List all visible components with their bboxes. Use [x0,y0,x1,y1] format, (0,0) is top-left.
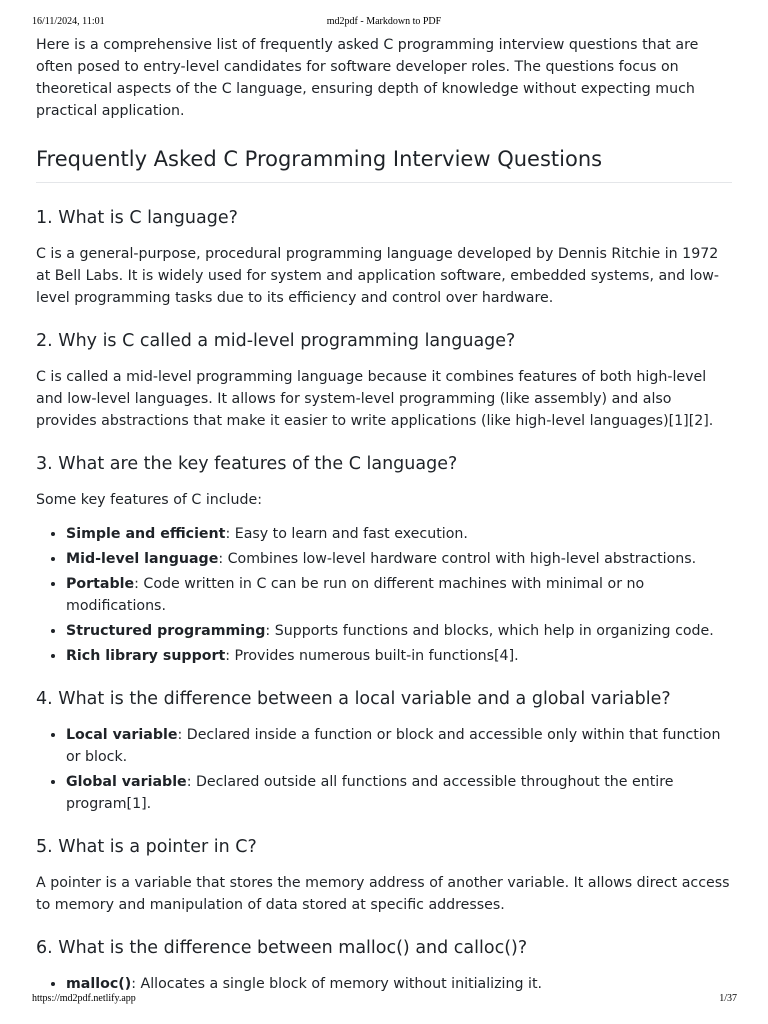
list-item-desc: : Supports functions and blocks, which help in organizing code. [265,623,714,639]
question-4 [36,686,732,815]
list-item-desc: : Allocates a single block of memory without initializing it. [131,976,543,992]
list-item-desc: : Declared outside all functions and accessible throughout the entire program[1]. [66,774,674,812]
print-datetime: 16/11/2024, 11:01 [32,16,105,27]
list-item-term: malloc() [66,976,132,992]
list-item-desc: : Declared inside a function or block and accessible only within that function or block. [66,727,721,765]
question-3 [36,451,732,667]
question-1-heading: 1. What is C language? [36,208,238,228]
list-item-desc: : Easy to learn and fast execution. [225,526,468,542]
question-3-heading: 3. What are the key features of the C language? [36,454,458,474]
list-item [66,620,732,642]
question-6-heading: 6. What is the difference between malloc() and calloc()? [36,938,528,958]
list-item-term: Portable [66,576,135,592]
question-6 [36,935,732,995]
question-5 [36,834,732,916]
variable-list [36,724,732,815]
list-item-term: Rich library support [66,648,226,664]
page-number: 1/37 [719,993,737,1004]
list-item [66,645,732,667]
list-item-desc: : Code written in C can be run on different machines with minimal or no modifications. [66,576,645,614]
question-4-heading: 4. What is the difference between a local variable and a global variable? [36,689,671,709]
question-2 [36,328,732,432]
list-item-term: Mid-level language [66,551,219,567]
question-2-answer: C is called a mid-level programming language because it combines features of both high-level and low-level languages. It allows for system-level programming (like assembly) and also provides abstractions that make it easier to write applications (like high-level languages)[1][2]. [36,369,714,429]
page-title: Frequently Asked C Programming Interview Questions [36,144,732,183]
print-url: https://md2pdf.netlify.app [32,993,136,1004]
list-item-term: Global variable [66,774,187,790]
list-item [66,973,732,995]
question-1 [36,205,732,309]
list-item [66,523,732,545]
list-item [66,573,732,617]
question-1-answer: C is a general-purpose, procedural programming language developed by Dennis Ritchie in 1972 at Bell Labs. It is widely used for system and application software, embedded systems, and low-level programming tasks due to its efficiency and control over hardware. [36,246,720,306]
list-item-term: Local variable [66,727,178,743]
feature-list [36,523,732,667]
list-item [66,771,732,815]
document-body [36,34,732,1014]
memory-list [36,973,732,995]
question-3-lead: Some key features of C include: [36,492,262,508]
list-item-term: Simple and efficient [66,526,226,542]
list-item [66,548,732,570]
question-5-heading: 5. What is a pointer in C? [36,837,257,857]
list-item-desc: : Combines low-level hardware control with high-level abstractions. [218,551,697,567]
list-item-term: Structured programming [66,623,266,639]
intro-paragraph: Here is a comprehensive list of frequently asked C programming interview questions that are often posed to entry-level candidates for software developer roles. The questions focus on theoretical aspects of the C language, ensuring depth of knowledge without expecting much practical application. [36,37,699,119]
list-item-desc: : Provides numerous built-in functions[4]. [225,648,519,664]
question-2-heading: 2. Why is C called a mid-level programming language? [36,331,516,351]
question-5-answer: A pointer is a variable that stores the memory address of another variable. It allows direct access to memory and manipulation of data stored at specific addresses. [36,875,730,913]
print-title: md2pdf - Markdown to PDF [326,16,442,27]
list-item [66,724,732,768]
